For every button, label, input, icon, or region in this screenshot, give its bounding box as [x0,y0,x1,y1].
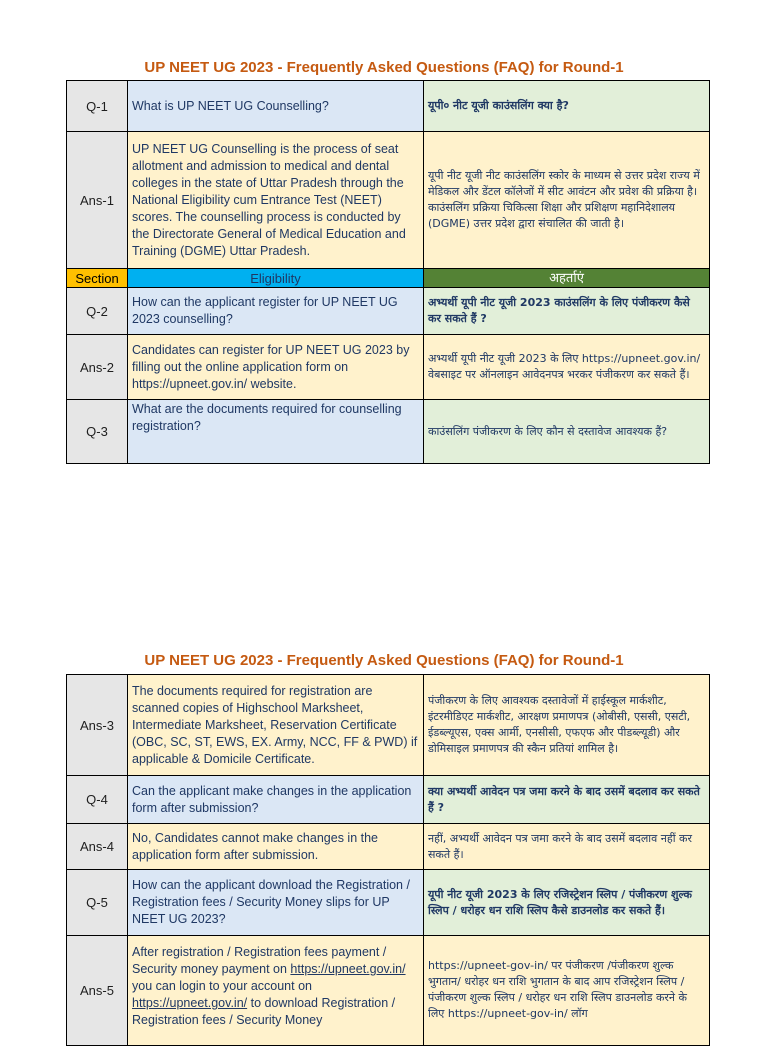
question-hi: यूपी० नीट यूजी काउंसलिंग क्या है? [424,81,710,132]
question-hi: काउंसलिंग पंजीकरण के लिए कौन से दस्तावेज आवश्यक हैं? [424,400,710,464]
answer-hi: अभ्यर्थी यूपी नीट यूजी 2023 के लिए https://upneet.gov.in/ वेबसाइट पर ऑनलाइन आवेदनपत्र भरकर पंजीकरण कर सकते हैं। [424,335,710,400]
table-row [67,132,710,269]
section-title-hi: अहर्ताएं [424,269,710,288]
table-row [67,824,710,870]
answer-en: Candidates can register for UP NEET UG 2023 by filling out the online application form on https://upneet.gov.in/ website. [128,335,424,400]
question-en: What is UP NEET UG Counselling? [128,81,424,132]
upneet-link[interactable]: https://upneet.gov.in/ [132,996,248,1010]
page-title: UP NEET UG 2023 - Frequently Asked Questions (FAQ) for Round-1 [144,652,624,669]
section-row [67,269,710,288]
row-label: Ans-4 [67,824,128,870]
row-label: Ans-5 [67,936,128,1046]
question-en: How can the applicant register for UP NEET UG 2023 counselling? [128,288,424,335]
answer-hi: यूपी नीट यूजी नीट काउंसलिंग स्कोर के माध्यम से उत्तर प्रदेश राज्य में मेडिकल और डेंटल कॉलेजों में सीट आवंटन और प्रवेश की प्रक्रिया है। काउंसलिंग प्रक्रिया चिकित्सा शिक्षा और प्रशिक्षण महानिदेशालय (DGME) उत्तर प्रदेश द्वारा संचालित की जाती है। [424,132,710,269]
row-label: Q-5 [67,870,128,936]
answer-en: The documents required for registration are scanned copies of Highschool Marksheet, Intermediate Marksheet, Reservation Certificate (OBC, SC, ST, EWS, EX. Army, NCC, FF & PWD) if applicable & Domicile Certificate. [128,675,424,776]
faq-table [66,80,710,464]
row-label: Ans-1 [67,132,128,269]
upneet-link[interactable]: https://upneet.gov.in/ [290,962,406,976]
section-label: Section [67,269,128,288]
answer-text: to download Registration / Registration fees / Security Money [132,996,396,1027]
answer-en: UP NEET UG Counselling is the process of seat allotment and admission to medical and dental colleges in the state of Uttar Pradesh through the National Eligibility cum Entrance Test (NEET) scores. The counselling process is conducted by the Directorate General of Medical Education and Training (DGME) Uttar Pradesh. [128,132,424,269]
page-title: UP NEET UG 2023 - Frequently Asked Questions (FAQ) for Round-1 [144,59,624,76]
question-en: Can the applicant make changes in the application form after submission? [128,776,424,824]
answer-hi: https://upneet-gov-in/ पर पंजीकरण /पंजीकरण शुल्क भुगतान/ धरोहर धन राशि भुगतान के बाद आप रजिस्ट्रेशन स्लिप / पंजीकरण शुल्क स्लिप / धरोहर धन राशि स्लिप डाउनलोड करने के लिए https://upneet-gov-in/ लॉग [424,936,710,1046]
table-row [67,335,710,400]
table-row [67,288,710,335]
question-hi: क्या अभ्यर्थी आवेदन पत्र जमा करने के बाद उसमें बदलाव कर सकते हैं ? [424,776,710,824]
answer-hi: नहीं, अभ्यर्थी आवेदन पत्र जमा करने के बाद उसमें बदलाव नहीं कर सकते हैं। [424,824,710,870]
question-en: What are the documents required for counselling registration? [128,400,424,464]
row-label: Q-3 [67,400,128,464]
answer-en [128,936,424,1046]
answer-en: No, Candidates cannot make changes in the application form after submission. [128,824,424,870]
row-label: Q-4 [67,776,128,824]
row-label: Ans-2 [67,335,128,400]
table-row [67,936,710,1046]
answer-text: you can login to your account on [132,979,312,993]
row-label: Ans-3 [67,675,128,776]
row-label: Q-2 [67,288,128,335]
question-hi: अभ्यर्थी यूपी नीट यूजी 2023 काउंसलिंग के लिए पंजीकरण कैसे कर सकते हैं ? [424,288,710,335]
question-hi: यूपी नीट यूजी 2023 के लिए रजिस्ट्रेशन स्लिप / पंजीकरण शुल्क स्लिप / धरोहर धन राशि स्लिप कैसे डाउनलोड कर सकते हैं। [424,870,710,936]
table-row [67,81,710,132]
answer-text: After registration / Registration fees payment / Security money payment on [132,945,387,976]
table-row [67,400,710,464]
row-label: Q-1 [67,81,128,132]
table-row [67,870,710,936]
question-en: How can the applicant download the Registration / Registration fees / Security Money slips for UP NEET UG 2023? [128,870,424,936]
answer-hi: पंजीकरण के लिए आवश्यक दस्तावेजों में हाईस्कूल मार्कशीट, इंटरमीडिएट मार्कशीट, आरक्षण प्रमाणपत्र (ओबीसी, एससी, एसटी, ईडब्ल्यूएस, एक्स आर्मी, एनसीसी, एफएफ और पीडब्ल्यूडी) और डोमिसाइल प्रमाणपत्र की स्कैन प्रतियां शामिल है। [424,675,710,776]
section-title-en: Eligibility [128,269,424,288]
table-row [67,776,710,824]
faq-table [66,674,710,1046]
table-row [67,675,710,776]
